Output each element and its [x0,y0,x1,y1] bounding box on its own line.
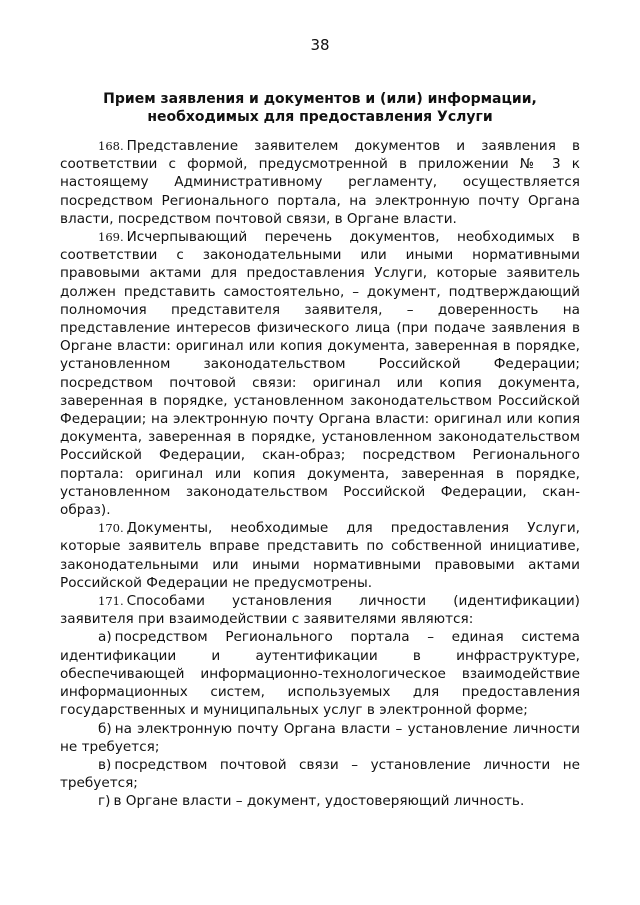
list-item-label: а) [98,629,112,646]
paragraph-168 [60,137,580,228]
paragraph-169 [60,228,580,519]
list-item-label: г) [98,793,111,810]
list-item-text: в Органе власти – документ, удостоверяющий личность. [113,793,525,810]
list-item-text: посредством почтовой связи – установление личности не требуется; [60,756,580,792]
paragraph-text: Представление заявителем документов и заявления в соответствии с формой, предусмотренной в приложении № 3 к настоящему Административному регламенту, осуществляется посредством Регионального портала, на электронную почту Органа власти, посредством почтовой связи, в Органе власти. [60,138,580,227]
list-item-label: в) [98,756,112,773]
paragraph-171 [60,592,580,628]
paragraph-text: Способами установления личности (идентификации) заявителя при взаимодействии с заявителями являются: [60,593,580,628]
list-item-label: б) [98,720,112,737]
paragraph-number: 170. [98,521,124,536]
paragraph-number: 168. [98,139,124,153]
list-item-g [60,792,580,810]
section-title-line-2: необходимых для предоставления Услуги [147,109,493,125]
body-text [60,137,580,811]
list-item-text: посредством Регионального портала – единая система идентификации и аутентификации в инфраструктуре, обеспечивающей информационно-технологическое взаимодействие информационных систем, используемых для предоставления государственных и муниципальных услуг в электронной форме; [60,629,580,719]
list-item-b [60,720,580,756]
list-item-v [60,756,580,792]
paragraph-text: Документы, необходимые для предоставления Услуги, которые заявитель вправе представить по собственной инициативе, законодательными или иными нормативными правовыми актами Российской Федерации не предусмотрены. [60,520,580,591]
section-title-line-1: Прием заявления и документов и (или) информации, [103,91,537,107]
page-number: 38 [310,36,330,54]
paragraph-number: 169. [98,230,124,245]
section-title [60,90,580,126]
paragraph-number: 171. [98,594,124,609]
paragraph-170 [60,519,580,592]
list-item-a [60,628,580,719]
paragraph-text: Исчерпывающий перечень документов, необходимых в соответствии с законодательными или иными нормативными правовыми актами для предоставления Услуги, которые заявитель должен представить самостоятельно, – документ, подтверждающий полномочия представителя заявителя, – доверенность на представление интересов физического лица (при подаче заявления в Органе власти: оригинал или копия документа, заверенная в порядке, установленном законодательством Российской Федерации; посредством почтовой связи: оригинал или копия документа, заверенная в порядке, установленном законодательством Российской Федерации; на электронную почту Органа власти: оригинал или копия документа, заверенная в порядке, установленном законодательством Российской Федерации, скан-образ; посредством Регионального портала: оригинал или копия документа, заверенная в порядке, установленном законодательством Российской Федерации, скан-образ). [60,229,580,519]
list-item-text: на электронную почту Органа власти – установление личности не требуется; [60,720,580,755]
